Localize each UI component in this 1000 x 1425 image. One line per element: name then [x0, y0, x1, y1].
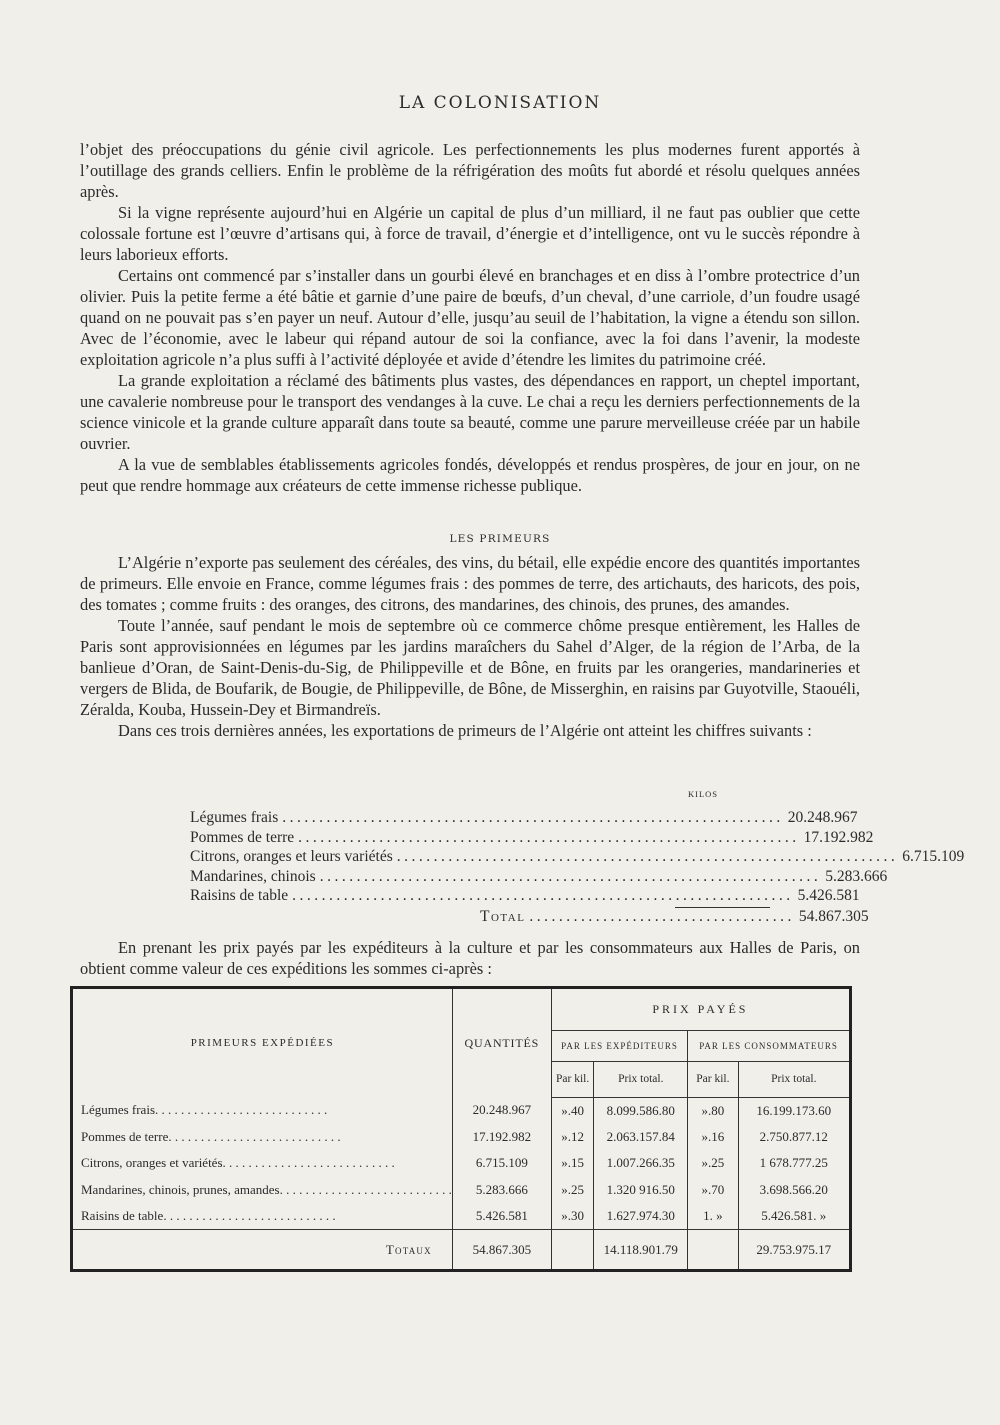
list-item — [190, 828, 874, 849]
row-label: Pommes de terre. . . . . . . . . . . . . . . . . . . . . . . . . . . — [73, 1124, 452, 1150]
row-exp-kil: ».15 — [551, 1150, 594, 1176]
section-title: LES PRIMEURS — [449, 533, 551, 545]
leader-dots: .................................................................... — [282, 809, 784, 826]
row-label: Mandarines, chinois, prunes, amandes. . . . . . . . . . . . . . . . . . . . . . . . . . . — [73, 1177, 452, 1203]
item-label: Légumes frais — [190, 809, 279, 826]
row-exp-kil: ».40 — [551, 1097, 594, 1124]
table-row — [73, 1150, 849, 1176]
item-value: 20.248.967 — [787, 809, 858, 826]
table-row — [73, 1124, 849, 1150]
row-exp-kil: ».25 — [551, 1177, 594, 1203]
row-exp-kil: ».30 — [551, 1203, 594, 1230]
leader-dots: .................................................................... — [396, 848, 899, 865]
row-qty: 6.715.109 — [452, 1150, 551, 1176]
empty-cell — [551, 1230, 594, 1269]
header-par-kil: Par kil. — [688, 1062, 738, 1098]
body-text-primeurs — [80, 552, 860, 741]
paragraph: Dans ces trois dernières années, les exportations de primeurs de l’Algérie ont atteint les chiffres suivants : — [118, 721, 812, 740]
leader-dots: .................................................................... — [292, 887, 794, 904]
body-text-table-intro — [80, 937, 860, 979]
header-primeurs: PRIMEURS EXPÉDIÉES — [73, 989, 452, 1097]
row-exp-total: 1.007.266.35 — [594, 1150, 688, 1176]
item-value: 5.426.581 — [797, 887, 860, 904]
row-exp-kil: ».12 — [551, 1124, 594, 1150]
paragraph: En prenant les prix payés par les expéditeurs à la culture et par les consommateurs aux Halles de Paris, on obtient comme valeur de ces expéditions les sommes ci-après : — [80, 938, 860, 978]
paragraph: l’objet des préoccupations du génie civil agricole. Les perfectionnements les plus modernes furent apportés à l’outillage des grands celliers. Enfin le problème de la réfrigération des moûts fut abordé et résolu quelques années après. — [80, 140, 860, 201]
row-exp-total: 2.063.157.84 — [594, 1124, 688, 1150]
header-prix-total: Prix total. — [738, 1062, 849, 1098]
paragraph: Si la vigne représente aujourd’hui en Algérie un capital de plus d’un milliard, il ne faut pas oublier que cette colossale fortune est l’œuvre d’artisans qui, à force de travail, d’énergie et d’intelligence, ont vu le succès répondre à leurs laborieux efforts. — [80, 203, 860, 264]
total-label: Totaux — [73, 1230, 452, 1269]
row-con-kil: ».70 — [688, 1177, 738, 1203]
export-list — [190, 789, 965, 927]
row-con-total: 2.750.877.12 — [759, 1129, 828, 1145]
total-con: 29.753.975.17 — [738, 1230, 849, 1269]
item-label: Mandarines, chinois — [190, 867, 316, 885]
row-label: Citrons, oranges et variétés. . . . . . . . . . . . . . . . . . . . . . . . . . . — [73, 1150, 452, 1176]
item-label: Raisins de table — [190, 887, 289, 904]
row-exp-total: 8.099.586.80 — [594, 1097, 688, 1124]
row-qty: 17.192.982 — [452, 1124, 551, 1150]
row-label: Raisins de table. . . . . . . . . . . . . . . . . . . . . . . . . . . — [73, 1203, 452, 1230]
row-con-kil: ».25 — [688, 1150, 738, 1176]
total-exp: 14.118.901.79 — [594, 1230, 688, 1269]
row-con-total: 1 678.777.25 — [759, 1155, 828, 1171]
paragraph: La grande exploitation a réclamé des bâtiments plus vastes, des dépendances en rapport, un cheptel important, une cavalerie nombreuse pour le transport des vendanges à la cuve. Le chai a reçu les derniers perfectionnements de la science vinicole et la grande culture apparaît dans toute sa beauté, comme une parure merveilleuse créée par un habile ouvrier. — [80, 371, 860, 453]
row-con-total: 3.698.566.20 — [759, 1181, 828, 1197]
leader-dots: .................................................................... — [298, 828, 800, 846]
leader-dots: . . . . . . . . . . . . . . . . . . . . . . . . . . . — [163, 1208, 336, 1224]
total-value: 54.867.305 — [798, 907, 869, 925]
list-total — [190, 907, 869, 928]
item-label: Pommes de terre — [190, 828, 295, 846]
item-label: Citrons, oranges et leurs variétés — [190, 848, 393, 865]
row-exp-total: 1.627.974.30 — [594, 1203, 688, 1230]
row-con-kil: ».16 — [688, 1124, 738, 1150]
list-item — [190, 848, 965, 868]
total-qty: 54.867.305 — [452, 1230, 551, 1269]
row-con-kil: 1. » — [688, 1203, 738, 1230]
item-value: 6.715.109 — [902, 848, 965, 865]
paragraph: Toute l’année, sauf pendant le mois de septembre où ce commerce chôme presque entièrement, les Halles de Paris sont approvisionnées en légumes par les jardins maraîchers du Sahel d’Alger, de la région de l’Arba, de la banlieue d’Oran, de Saint-Denis-du-Sig, de Philippeville et de Bône, en fruits par les orangeries, mandarineries et vergers de Blida, de Boufarik, de Bougie, de Philippeville, de Bône, de Misserghin, en raisins par Guyotville, Staouéli, Zéralda, Kouba, Hussein-Dey et Birmandreïs. — [80, 616, 860, 719]
total-label: Total — [480, 907, 526, 925]
row-con-total: 5.426.581. » — [761, 1208, 827, 1224]
paragraph: A la vue de semblables établissements agricoles fondés, développés et rendus prospères, de jour en jour, on ne peut que rendre hommage aux créateurs de cette immense richesse publique. — [80, 455, 860, 495]
list-item — [190, 809, 858, 829]
list-item — [190, 867, 888, 888]
table-row — [73, 1177, 849, 1203]
row-qty: 5.426.581 — [452, 1203, 551, 1230]
row-con-kil: ».80 — [688, 1097, 738, 1124]
leader-dots: .................................... — [529, 907, 795, 925]
leader-dots: . . . . . . . . . . . . . . . . . . . . . . . . . . . — [155, 1102, 328, 1118]
row-con-total: 16.199.173.60 — [756, 1102, 832, 1118]
row-qty: 5.283.666 — [452, 1177, 551, 1203]
empty-cell — [688, 1230, 738, 1269]
list-item — [190, 887, 860, 907]
price-table-grid — [73, 989, 849, 1269]
header-prix-total: Prix total. — [594, 1062, 688, 1098]
item-value: 17.192.982 — [803, 828, 874, 846]
table-total-row — [73, 1230, 849, 1269]
row-exp-total: 1.320 916.50 — [594, 1177, 688, 1203]
table-row — [73, 1203, 849, 1230]
row-label: Légumes frais. . . . . . . . . . . . . . . . . . . . . . . . . . . — [73, 1097, 452, 1124]
item-value: 5.283.666 — [825, 867, 888, 885]
row-qty: 20.248.967 — [452, 1097, 551, 1124]
leader-dots: . . . . . . . . . . . . . . . . . . . . . . . . . . . — [222, 1155, 395, 1171]
paragraph: Certains ont commencé par s’installer dans un gourbi élevé en branchages et en diss à l’ombre protectrice d’un olivier. Puis la petite ferme a été bâtie et garnie d’une paire de bœufs, d’un cheval, d’une carriole, d’un foudre usagé quand on ne pouvait pas s’en payer un neuf. Autour d’elle, jusqu’au seuil de l’habitation, la vigne a étendu son sillon. Avec de l’économie, avec le labeur qui répand autour de soi la confiance, avec la foi dans l’avenir, la modeste exploitation agricole n’a plus suffi à l’activité déployée et avide d’étendre les limites du patrimoine créé. — [80, 266, 860, 369]
header-prix-payes: PRIX PAYÉS — [551, 989, 849, 1030]
paragraph: L’Algérie n’exporte pas seulement des céréales, des vins, du bétail, elle expédie encore des quantités importantes de primeurs. Elle envoie en France, comme légumes frais : des pommes de terre, des artichauts, des haricots, des pois, des tomates ; comme fruits : des oranges, des citrons, des mandarines, des chinois, des prunes, des amandes. — [80, 553, 860, 614]
page-header: LA COLONISATION — [398, 93, 602, 113]
price-table — [70, 986, 852, 1272]
table-row — [73, 1097, 849, 1124]
unit-label: KILOS — [687, 789, 718, 799]
leader-dots: .................................................................... — [319, 867, 822, 885]
leader-dots: . . . . . . . . . . . . . . . . . . . . . . . . . . . — [279, 1181, 452, 1197]
header-quantites: QUANTITÉS — [452, 989, 551, 1097]
body-text-top — [80, 139, 860, 496]
header-consommateurs: PAR LES CONSOMMATEURS — [699, 1040, 838, 1051]
header-par-kil: Par kil. — [551, 1062, 594, 1098]
leader-dots: . . . . . . . . . . . . . . . . . . . . . . . . . . . — [168, 1129, 341, 1145]
header-expediteurs: PAR LES EXPÉDITEURS — [551, 1030, 687, 1061]
